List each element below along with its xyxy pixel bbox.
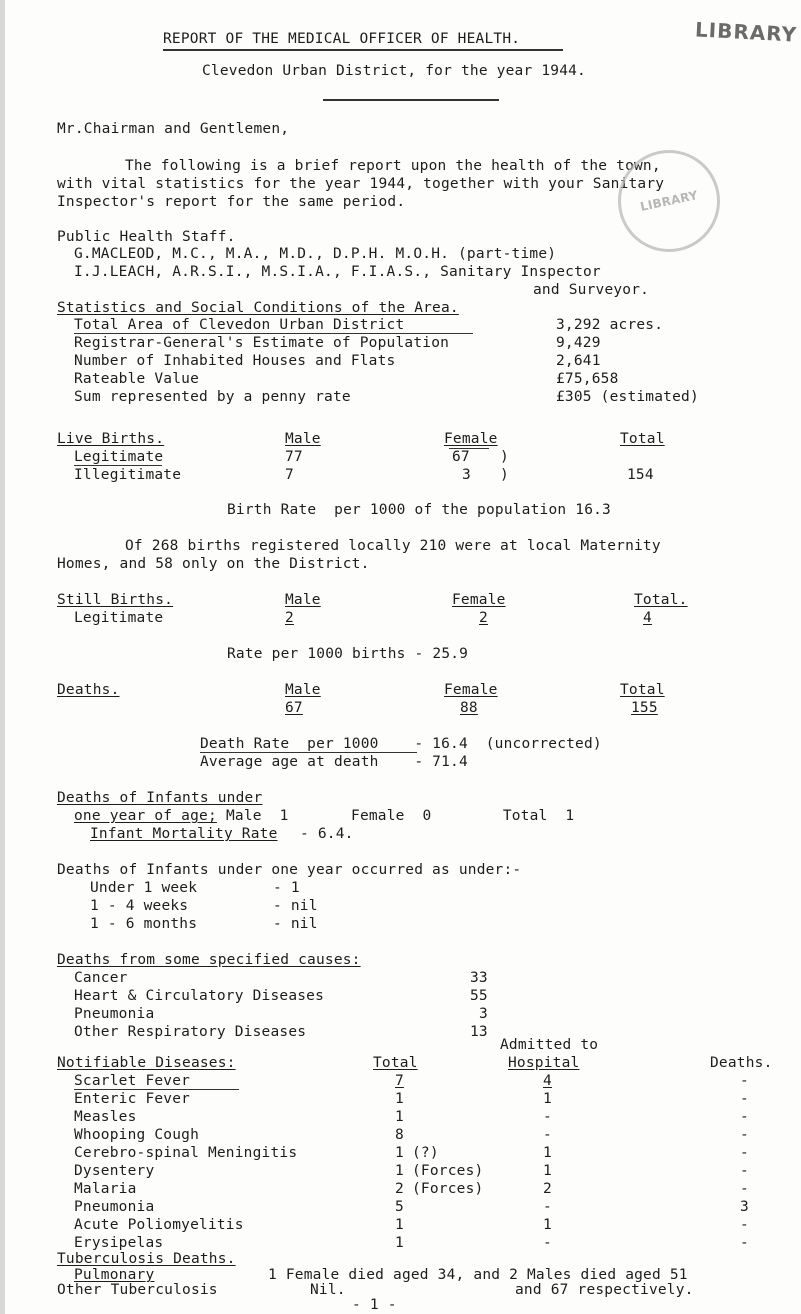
staff-heading: Public Health Staff. [57, 229, 236, 245]
intro-line: Inspector's report for the same period. [57, 194, 406, 210]
infant-deaths-heading: Deaths of Infants under [57, 790, 263, 806]
still-births-heading: Still Births. [57, 592, 174, 608]
title-underline [163, 49, 563, 51]
stat-label: Total Area of Clevedon Urban District [74, 317, 405, 333]
infant-breakdown-label: 1 - 6 months [90, 916, 198, 932]
disease-hospital: 2 [543, 1181, 552, 1197]
live-births-col-female: Female [444, 431, 498, 447]
disease-note: (Forces) [412, 1163, 484, 1179]
disease-hospital: - [543, 1109, 552, 1125]
page-number: - 1 - [352, 1297, 397, 1313]
cause-label: Cancer [74, 970, 128, 986]
disease-name: Erysipelas [74, 1235, 164, 1251]
live-births-total: 154 [627, 467, 654, 483]
disease-name: Acute Poliomyelitis [74, 1217, 244, 1233]
infant-breakdown-label: 1 - 4 weeks [90, 898, 189, 914]
disease-total: 1 [395, 1109, 404, 1125]
stat-value: 9,429 [556, 335, 601, 351]
disease-hospital: 4 [543, 1073, 552, 1089]
disease-deaths: - [740, 1145, 749, 1161]
still-births-male: 2 [285, 610, 294, 626]
disease-total: 1 [395, 1235, 404, 1251]
disease-hospital: 1 [543, 1145, 552, 1161]
local-births-line: Of 268 births registered locally 210 were at local Maternity [125, 538, 661, 554]
cause-value: 3 [479, 1006, 488, 1022]
report-title: REPORT OF THE MEDICAL OFFICER OF HEALTH. [163, 31, 521, 47]
salutation: Mr.Chairman and Gentlemen, [57, 121, 290, 137]
disease-deaths: - [740, 1073, 749, 1089]
infant-deaths-subheading: one year of age; [74, 808, 217, 824]
disease-hospital: - [543, 1199, 552, 1215]
deaths-col-female: Female [444, 682, 498, 698]
stat-label: Sum represented by a penny rate [74, 389, 351, 405]
disease-deaths: - [740, 1109, 749, 1125]
notifiable-col-hospital: Hospital [508, 1055, 580, 1071]
staff-line-moh: G.MACLEOD, M.C., M.A., M.D., D.P.H. M.O.H. (part-time) [74, 246, 557, 262]
disease-hospital: - [543, 1127, 552, 1143]
deaths-heading: Deaths. [57, 682, 120, 698]
brace-glyph: ) [500, 449, 509, 465]
notifiable-col-deaths: Deaths. [710, 1055, 773, 1071]
infant-breakdown-value: - 1 [273, 880, 300, 896]
disease-deaths: - [740, 1181, 749, 1197]
district-line: Clevedon Urban District, for the year 1944. [202, 63, 586, 79]
disease-total: 1 [395, 1217, 404, 1233]
death-rate: Death Rate per 1000 - 16.4 (uncorrected) [200, 736, 602, 752]
cause-value: 33 [470, 970, 488, 986]
live-births-col-male: Male [285, 431, 321, 447]
illegitimate-label: Illegitimate [74, 467, 182, 483]
disease-deaths: - [740, 1163, 749, 1179]
disease-name: Scarlet Fever [74, 1073, 191, 1089]
stat-label: Rateable Value [74, 371, 200, 387]
deaths-col-male: Male [285, 682, 321, 698]
disease-total: 2 [395, 1181, 404, 1197]
disease-name: Dysentery [74, 1163, 155, 1179]
other-tuberculosis-value: Nil. [310, 1282, 346, 1298]
deaths-female: 88 [460, 700, 478, 716]
illegitimate-male: 7 [285, 467, 294, 483]
infant-breakdown-value: - nil [273, 916, 318, 932]
infant-breakdown-intro: Deaths of Infants under one year occurred as under:- [57, 862, 522, 878]
disease-hospital: 1 [543, 1163, 552, 1179]
staff-line-surveyor: and Surveyor. [533, 282, 650, 298]
disease-total: 1 [395, 1163, 404, 1179]
stat-label: Registrar-General's Estimate of Population [74, 335, 450, 351]
illegitimate-female: 3 [462, 467, 471, 483]
still-births-row-label: Legitimate [74, 610, 164, 626]
still-births-col-male: Male [285, 592, 321, 608]
deaths-col-total: Total [620, 682, 665, 698]
staff-line-inspector: I.J.LEACH, A.R.S.I., M.S.I.A., F.I.A.S., Sanitary Inspector [74, 264, 601, 280]
disease-total: 7 [395, 1073, 404, 1089]
disease-note: (Forces) [412, 1181, 484, 1197]
disease-hospital: 1 [543, 1091, 552, 1107]
disease-hospital: 1 [543, 1217, 552, 1233]
average-age: Average age at death - 71.4 [200, 754, 468, 770]
brace-glyph: ) [500, 467, 509, 483]
infant-deaths-counts: Male 1 Female 0 Total 1 [226, 808, 575, 824]
library-stamp: LIBRARY [609, 141, 730, 262]
disease-name: Enteric Fever [74, 1091, 191, 1107]
stat-value: £75,658 [556, 371, 619, 387]
tuberculosis-heading: Tuberculosis Deaths. [57, 1251, 236, 1267]
still-births-col-total: Total. [634, 592, 688, 608]
causes-heading: Deaths from some specified causes: [57, 952, 361, 968]
disease-hospital: - [543, 1235, 552, 1251]
notifiable-heading: Notifiable Diseases: [57, 1055, 236, 1071]
live-births-col-total: Total [620, 431, 665, 447]
disease-name: Whooping Cough [74, 1127, 200, 1143]
stat-value: 2,641 [556, 353, 601, 369]
legitimate-male: 77 [285, 449, 303, 465]
disease-total: 5 [395, 1199, 404, 1215]
infant-mortality-label: Infant Mortality Rate [90, 826, 278, 842]
cause-value: 13 [470, 1024, 488, 1040]
stat-value: 3,292 acres. [556, 317, 664, 333]
legitimate-female-overline [449, 448, 489, 449]
stat-value: £305 (estimated) [556, 389, 699, 405]
deaths-male: 67 [285, 700, 303, 716]
disease-name: Malaria [74, 1181, 137, 1197]
pulmonary-text: 1 Female died aged 34, and 2 Males died aged 51 [268, 1267, 688, 1283]
stat-label: Number of Inhabited Houses and Flats [74, 353, 396, 369]
death-rate-underline [200, 752, 417, 753]
still-births-total: 4 [643, 610, 652, 626]
disease-total: 8 [395, 1127, 404, 1143]
local-births-line: Homes, and 58 only on the District. [57, 556, 370, 572]
still-births-col-female: Female [452, 592, 506, 608]
other-tuberculosis-label: Other Tuberculosis [57, 1282, 218, 1298]
cause-label: Other Respiratory Diseases [74, 1024, 307, 1040]
disease-deaths: - [740, 1127, 749, 1143]
birth-rate: Birth Rate per 1000 of the population 16.3 [227, 502, 611, 518]
legitimate-female: 67 [452, 449, 470, 465]
disease-deaths: - [740, 1235, 749, 1251]
cause-value: 55 [470, 988, 488, 1004]
pulmonary-text-continued: and 67 respectively. [515, 1282, 694, 1298]
disease-deaths: - [740, 1091, 749, 1107]
disease-total: 1 [395, 1091, 404, 1107]
pulmonary-label: Pulmonary [74, 1267, 155, 1283]
notifiable-col-admitted: Admitted to [500, 1037, 599, 1053]
disease-total: 1 [395, 1145, 404, 1161]
library-mark: LIBRARY [694, 17, 798, 47]
disease-note: (?) [412, 1145, 439, 1161]
notifiable-col-total: Total [373, 1055, 418, 1071]
still-births-female: 2 [479, 610, 488, 626]
disease-deaths: 3 [740, 1199, 749, 1215]
intro-line: The following is a brief report upon the health of the town, [125, 158, 661, 174]
header-divider [323, 99, 499, 101]
deaths-total: 155 [631, 700, 658, 716]
cause-label: Heart & Circulatory Diseases [74, 988, 325, 1004]
disease-name: Cerebro-spinal Meningitis [74, 1145, 298, 1161]
legitimate-label: Legitimate [74, 449, 164, 465]
disease-deaths: - [740, 1217, 749, 1233]
live-births-heading: Live Births. [57, 431, 165, 447]
disease-name: Pneumonia [74, 1199, 155, 1215]
page-edge-shadow [0, 0, 5, 1314]
infant-breakdown-label: Under 1 week [90, 880, 198, 896]
intro-line: with vital statistics for the year 1944, together with your Sanitary [57, 176, 665, 192]
infant-mortality-value: - 6.4. [300, 826, 354, 842]
cause-label: Pneumonia [74, 1006, 155, 1022]
still-births-rate: Rate per 1000 births - 25.9 [227, 646, 469, 662]
disease-name: Measles [74, 1109, 137, 1125]
statistics-heading: Statistics and Social Conditions of the Area. [57, 300, 459, 316]
infant-breakdown-value: - nil [273, 898, 318, 914]
